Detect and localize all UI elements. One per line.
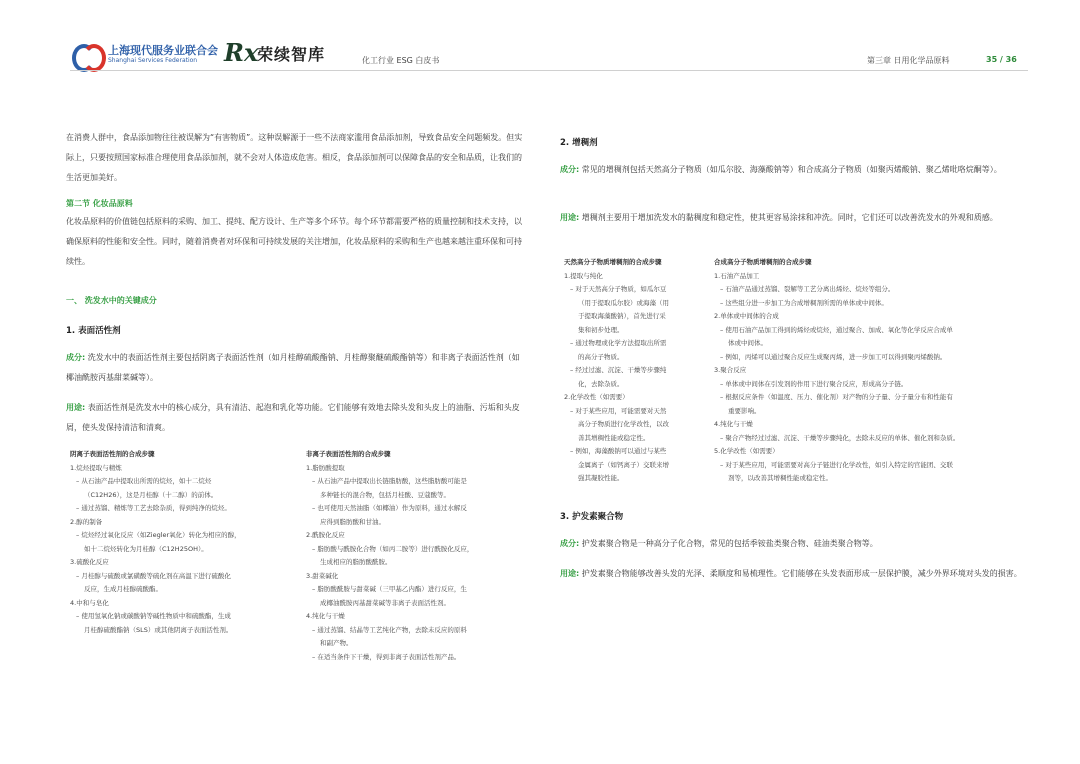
box-step-heading: 2.单体或中间体的合成: [714, 312, 779, 320]
chapter-title: 第三章 日用化学品原料: [867, 56, 950, 65]
box-step-heading: 4.纯化与干燥: [714, 420, 753, 428]
box-step-line: – 例如，丙烯可以通过聚合反应生成聚丙烯，进一步加工可以得到聚丙烯酸钠。: [720, 352, 947, 361]
brand-name: 荣续智库: [257, 45, 326, 64]
box-step-line: 高分子物质进行化学改性，以改: [578, 420, 669, 428]
box-step-line: – 对于某些应用，可能需要对高分子链进行化学改性，如引入特定的官能团、交联: [720, 460, 953, 469]
box-step-line: 体或中间体。: [728, 339, 767, 347]
box-step-line: – 单体或中间体在引发剂的作用下进行聚合反应，形成高分子链。: [720, 379, 908, 388]
box-step-heading: 4.中和与皂化: [70, 598, 109, 607]
federation-subname: Shanghai Services Federation: [108, 57, 198, 64]
thickener-usage: [560, 208, 1022, 228]
box-title: 天然高分子物质增稠剂的合成步骤: [564, 258, 662, 266]
box-step-line: 反应，生成月桂醇硫酸酯。: [84, 585, 162, 593]
box-title: 阴离子表面活性剂的合成步骤: [70, 450, 155, 458]
box-step-heading: 2.酰胺化反应: [306, 531, 345, 539]
surfactant-usage: [66, 398, 526, 438]
composition-text: 洗发水中的表面活性剂主要包括阴离子表面活性剂（如月桂醇硫酸酯钠、月桂醇聚醚硫酸酯钠等）和非离子表面活性剂（如椰油酰胺丙基甜菜碱等）。: [66, 353, 520, 382]
composition-text: 护发素聚合物是一种高分子化合物，常见的包括季铵盐类聚合物、硅油类聚合物等。: [581, 539, 878, 548]
box-step-line: – 也可使用天然油脂（如椰油）作为原料，通过水解反: [312, 504, 467, 512]
brand-logo-icon: Rx: [224, 38, 259, 67]
box-step-line: 金属离子（如钙离子）交联来增: [578, 460, 669, 469]
nonionic-synthesis-box: [306, 448, 531, 664]
federation-logo-icon: [72, 42, 102, 68]
box-step-heading: 1.烷烃提取与精炼: [70, 463, 122, 472]
box-step-line: 生成相应的脂肪酸酰胺。: [320, 558, 392, 566]
box-step-line: 集和初步处理。: [578, 325, 624, 334]
box-step-line: – 使用氢氧化钠或碳酸钠等碱性物质中和硫酸酯，生成: [76, 612, 231, 620]
box-step-line: （用于提取瓜尔胶）或海藻（用: [578, 298, 669, 307]
usage-text: 护发素聚合物能够改善头发的光泽、柔顺度和易梳理性。它们能够在头发表面形成一层保护膜，减少外界环境对头发的损害。: [581, 569, 1022, 578]
usage-label: 用途:: [66, 403, 86, 412]
box-step-line: 如十二烷烃转化为月桂醇（C12H25OH）。: [84, 544, 208, 553]
federation-logo: [72, 40, 372, 70]
box-step-line: 成椰油酰胺丙基甜菜碱等非离子表面活性剂。: [320, 598, 450, 607]
box-step-line: 的高分子物质。: [578, 352, 624, 361]
section-paragraph: 化妆品原料的价值链包括原料的采购、加工、提纯、配方设计、生产等多个环节。每个环节都需要严格的质量控制和技术支持，以确保原料的性能和安全性。同时，随着消费者对环保和可持续发展的关注增加，化妆品原料的采购和生产也越来越注重环保和可持续性。: [66, 217, 522, 266]
box-step-line: 于提取海藻酸钠），首先进行采: [578, 312, 666, 320]
section-heading: 第二节 化妆品原料: [66, 199, 133, 208]
synthetic-thickener-box: [714, 256, 1032, 486]
box-step-line: – 使用石油产品加工得到的烯烃或烷烃，通过聚合、加成、氧化等化学反应合成单: [720, 325, 953, 334]
box-step-heading: 3.硫酸化反应: [70, 558, 109, 566]
heading-conditioner-polymer: 3. 护发素聚合物: [560, 512, 624, 522]
box-step-line: – 对于天然高分子物质，如瓜尔豆: [570, 285, 667, 293]
box-step-heading: 2.醇的制备: [70, 517, 103, 526]
page-number: 35 / 36: [986, 55, 1017, 64]
composition-label: 成分:: [560, 165, 580, 174]
usage-label: 用途:: [560, 213, 580, 222]
box-step-line: – 脂肪酸与酰胺化合物（如丙二胺等）进行酰胺化反应，: [312, 544, 474, 553]
box-step-line: – 在适当条件下干燥，得到非离子表面活性剂产品。: [312, 652, 461, 661]
box-step-line: – 聚合产物经过过滤、沉淀、干燥等步骤纯化，去除未反应的单体、催化剂和杂质。: [720, 433, 960, 442]
usage-text: 增稠剂主要用于增加洗发水的黏稠度和稳定性，使其更容易涂抹和冲洗。同时，它们还可以改善洗发水的外观和质感。: [581, 213, 998, 222]
box-step-line: 善其增稠性能或稳定性。: [578, 433, 650, 442]
box-step-line: – 从石油产品中提取出长链脂肪酸，这些脂肪酸可能是: [312, 477, 467, 485]
header-divider: [70, 70, 1028, 71]
box-step-line: 化，去除杂质。: [578, 379, 624, 388]
box-step-line: – 月桂醇与硫酸或氯磺酸等硫化剂在高温下进行硫酸化: [76, 571, 231, 580]
composition-label: 成分:: [560, 539, 580, 548]
document-title: 化工行业 ESG 白皮书: [362, 56, 440, 65]
subsection-heading: 一、 洗发水中的关键成分: [66, 296, 157, 305]
box-step-line: – 通过蒸馏、精炼等工艺去除杂质，得到纯净的烷烃。: [76, 504, 231, 512]
box-step-heading: 3.聚合反应: [714, 366, 747, 374]
box-step-line: 应得到脂肪酸和甘油。: [320, 517, 385, 526]
box-step-line: 强其凝胶性能。: [578, 474, 624, 482]
box-step-line: 多种链长的混合物，包括月桂酸、豆蔻酸等。: [320, 490, 450, 499]
federation-name: 上海现代服务业联合会: [108, 44, 218, 57]
box-step-line: 月桂醇硫酸酯钠（SLS）或其他阴离子表面活性剂。: [84, 625, 233, 634]
anionic-synthesis-box: [70, 448, 290, 637]
usage-text: 表面活性剂是洗发水中的核心成分，具有清洁、起泡和乳化等功能。它们能够有效地去除头发和头皮上的油脂、污垢和头皮屑，使头发保持清洁和清爽。: [66, 403, 520, 432]
heading-surfactant: 1. 表面活性剂: [66, 326, 121, 336]
natural-thickener-box: [564, 256, 704, 486]
conditioner-composition: [560, 534, 1022, 554]
box-step-line: – 对于某些应用，可能需要对天然: [570, 406, 667, 415]
thickener-composition: [560, 160, 1022, 180]
box-step-line: – 从石油产品中提取出所需的烷烃，如十二烷烃: [76, 477, 212, 485]
box-step-line: – 根据反应条件（如温度、压力、催化剂）对产物的分子量、分子量分布和性能有: [720, 393, 953, 401]
box-step-line: – 烷烃经过氧化反应（如Ziegler氧化）转化为相应的醇，: [76, 531, 241, 539]
intro-paragraph: 在消费人群中，食品添加物往往被误解为“有害物质”。这种误解源于一些不法商家滥用食品添加剂，导致食品安全问题频发。但实际上，只要按照国家标准合理使用食品添加剂，就不会对人体造成危害。相反，食品添加剂可以保障食品的安全和品质，让我们的生活更加美好。: [66, 133, 523, 182]
heading-thickener: 2. 增稠剂: [560, 138, 598, 148]
box-title: 合成高分子物质增稠剂的合成步骤: [714, 258, 812, 266]
usage-label: 用途:: [560, 569, 580, 578]
box-step-line: （C12H26），这是月桂醇（十二醇）的前体。: [84, 490, 218, 499]
box-step-line: – 通过物理或化学方法提取出所需: [570, 339, 667, 347]
box-step-line: – 这些组分进一步加工为合成增稠剂所需的单体或中间体。: [720, 298, 888, 307]
conditioner-usage: [560, 564, 1022, 584]
box-step-line: 重要影响。: [728, 406, 761, 415]
box-step-heading: 1.提取与纯化: [564, 271, 603, 280]
box-step-heading: 4.纯化与干燥: [306, 612, 345, 620]
box-step-line: – 脂肪酸酰胺与甜菜碱（三甲基乙内酯）进行反应，生: [312, 585, 467, 593]
box-step-line: 剂等，以改善其增稠性能或稳定性。: [728, 474, 832, 482]
box-step-heading: 5.化学改性（如需要）: [714, 447, 779, 455]
box-step-heading: 1.石油产品加工: [714, 271, 760, 280]
box-step-line: – 例如，海藻酸钠可以通过与某些: [570, 447, 667, 455]
box-step-line: – 通过蒸馏、结晶等工艺纯化产物，去除未反应的原料: [312, 625, 467, 634]
composition-label: 成分:: [66, 353, 86, 362]
box-step-heading: 1.脂肪酸提取: [306, 463, 345, 472]
box-step-line: – 经过过滤、沉淀、干燥等步骤纯: [570, 366, 667, 374]
surfactant-composition: [66, 348, 526, 388]
box-step-line: 和副产物。: [320, 639, 353, 647]
box-step-heading: 2.化学改性（如需要）: [564, 393, 629, 401]
composition-text: 常见的增稠剂包括天然高分子物质（如瓜尔胶、海藻酸钠等）和合成高分子物质（如聚丙烯酸钠、聚乙烯吡咯烷酮等）。: [581, 165, 1002, 174]
box-title: 非离子表面活性剂的合成步骤: [306, 450, 391, 458]
box-step-line: – 石油产品通过蒸馏、裂解等工艺分离出烯烃、烷烃等组分。: [720, 285, 895, 293]
box-step-heading: 3.甜菜碱化: [306, 571, 339, 580]
